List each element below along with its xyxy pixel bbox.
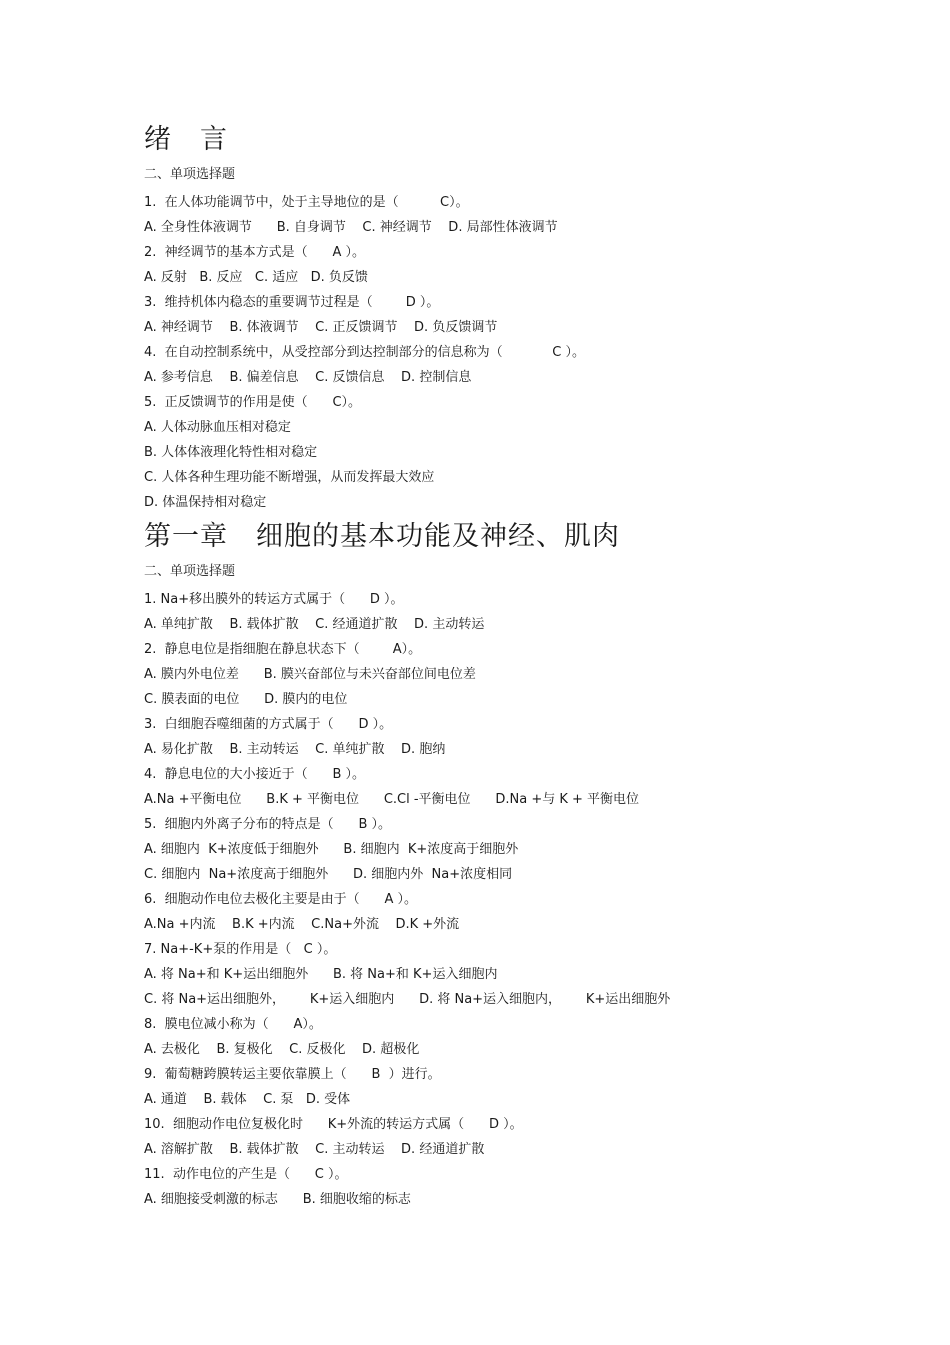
- text-line: A. 将 Na+和 K+运出细胞外 B. 将 Na+和 K+运入细胞内: [144, 967, 498, 982]
- text-line: A. 通道 B. 载体 C. 泵 D. 受体: [144, 1092, 351, 1107]
- question-list: [144, 190, 904, 515]
- text-line: A. 易化扩散 B. 主动转运 C. 单纯扩散 D. 胞纳: [144, 742, 446, 757]
- text-line: 1. 在人体功能调节中，处于主导地位的是（ C）。: [144, 195, 469, 210]
- text-line: 10. 细胞动作电位复极化时 K+外流的转运方式属（ D ）。: [144, 1117, 523, 1132]
- text-line: 4. 静息电位的大小接近于（ B ）。: [144, 767, 366, 782]
- text-line: 4. 在自动控制系统中，从受控部分到达控制部分的信息称为（ C ）。: [144, 345, 585, 360]
- text-line: 3. 维持机体内稳态的重要调节过程是（ D ）。: [144, 295, 440, 310]
- text-line: 2. 神经调节的基本方式是（ A ）。: [144, 245, 365, 260]
- section-subtitle: 二、单项选择题: [144, 167, 236, 182]
- section-chapter-1: [144, 515, 904, 1212]
- text-line: C. 膜表面的电位 D. 膜内的电位: [144, 692, 348, 707]
- text-line: 8. 膜电位减小称为（ A）。: [144, 1017, 322, 1032]
- section-intro: [144, 118, 904, 515]
- text-line: 2. 静息电位是指细胞在静息状态下（ A）。: [144, 642, 422, 657]
- text-line: 1. Na+移出膜外的转运方式属于（ D ）。: [144, 592, 404, 607]
- text-line: A. 去极化 B. 复极化 C. 反极化 D. 超极化: [144, 1042, 420, 1057]
- text-line: A. 人体动脉血压相对稳定: [144, 420, 291, 435]
- text-line: A. 反射 B. 反应 C. 适应 D. 负反馈: [144, 270, 368, 285]
- text-line: A. 细胞内 K+浓度低于细胞外 B. 细胞内 K+浓度高于细胞外: [144, 842, 519, 857]
- text-line: 7. Na+-K+泵的作用是（ C ）。: [144, 942, 337, 957]
- section-title: 绪 言: [144, 124, 228, 155]
- text-line: C. 人体各种生理功能不断增强，从而发挥最大效应: [144, 470, 435, 485]
- text-line: A. 全身性体液调节 B. 自身调节 C. 神经调节 D. 局部性体液调节: [144, 220, 558, 235]
- text-line: 11. 动作电位的产生是（ C ）。: [144, 1167, 348, 1182]
- section-subtitle: 二、单项选择题: [144, 564, 236, 579]
- text-line: 6. 细胞动作电位去极化主要是由于（ A ）。: [144, 892, 417, 907]
- text-line: C. 细胞内 Na+浓度高于细胞外 D. 细胞内外 Na+浓度相同: [144, 867, 513, 882]
- text-line: A. 细胞接受刺激的标志 B. 细胞收缩的标志: [144, 1192, 411, 1207]
- text-line: A. 神经调节 B. 体液调节 C. 正反馈调节 D. 负反馈调节: [144, 320, 498, 335]
- text-line: A. 参考信息 B. 偏差信息 C. 反馈信息 D. 控制信息: [144, 370, 472, 385]
- text-line: B. 人体体液理化特性相对稳定: [144, 445, 318, 460]
- text-line: A. 溶解扩散 B. 载体扩散 C. 主动转运 D. 经通道扩散: [144, 1142, 485, 1157]
- text-line: 9. 葡萄糖跨膜转运主要依靠膜上（ B ）进行。: [144, 1067, 441, 1082]
- text-line: A.Na +内流 B.K +内流 C.Na+外流 D.K +外流: [144, 917, 460, 932]
- question-list: [144, 587, 904, 1212]
- text-line: A. 膜内外电位差 B. 膜兴奋部位与未兴奋部位间电位差: [144, 667, 476, 682]
- text-line: 5. 正反馈调节的作用是使（ C）。: [144, 395, 362, 410]
- document-page: [144, 118, 904, 1212]
- section-title: 第一章 细胞的基本功能及神经、肌肉: [144, 521, 620, 552]
- text-line: 5. 细胞内外离子分布的特点是（ B ）。: [144, 817, 392, 832]
- text-line: 3. 白细胞吞噬细菌的方式属于（ D ）。: [144, 717, 393, 732]
- text-line: A. 单纯扩散 B. 载体扩散 C. 经通道扩散 D. 主动转运: [144, 617, 485, 632]
- text-line: D. 体温保持相对稳定: [144, 495, 267, 510]
- text-line: A.Na +平衡电位 B.K + 平衡电位 C.Cl -平衡电位 D.Na +与 K + 平衡电位: [144, 792, 640, 807]
- text-line: C. 将 Na+运出细胞外， K+运入细胞内 D. 将 Na+运入细胞内， K+运出细胞外: [144, 992, 671, 1007]
